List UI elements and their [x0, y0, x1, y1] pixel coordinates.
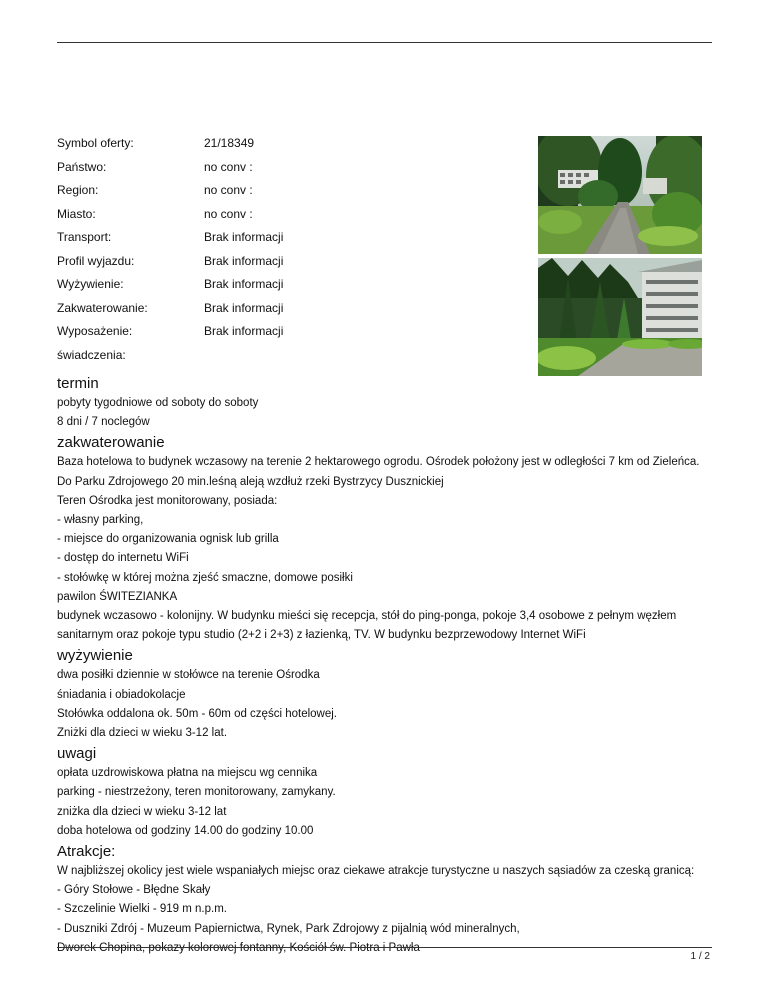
info-row-profile: [57, 250, 527, 274]
text-line: Baza hotelowa to budynek wczasowy na terenie 2 hektarowego ogrodu. Ośrodek położony jest w odległości 7 km od Zieleńca.: [57, 456, 700, 469]
info-row-services: [57, 344, 527, 368]
text-line: śniadania i obiadokolacje: [57, 688, 186, 701]
info-row-meals: [57, 273, 527, 297]
info-row-city: [57, 203, 527, 227]
text-line: Teren Ośrodka jest monitorowany, posiada:: [57, 494, 278, 507]
text-line: - dostęp do internetu WiFi: [57, 552, 189, 565]
section-wyzywienie: [57, 646, 712, 743]
info-row-equipment: [57, 320, 527, 344]
text-line: budynek wczasowo - kolonijny. W budynku mieści się recepcja, stół do ping-ponga, pokoje 3,4 osobowe z pełnym węzłem: [57, 610, 677, 623]
text-line: Dworek Chopina, pokazy kolorowej fontanny, Kościół św. Piotra i Pawła: [57, 941, 420, 954]
text-line: - Duszniki Zdrój - Muzeum Papiernictwa, Rynek, Park Zdrojowy z pijalnią wód mineralnych,: [57, 922, 520, 935]
info-value: 21/18349: [204, 136, 255, 150]
text-line: opłata uzdrowiskowa płatna na miejscu wg cennika: [57, 767, 318, 780]
photo-park-alley: [538, 136, 702, 254]
text-line: pawilon ŚWITEZIANKA: [57, 590, 178, 603]
info-row-transport: [57, 226, 527, 250]
info-value: Brak informacji: [204, 324, 284, 338]
info-value: no conv :: [204, 206, 253, 221]
content-sections: [57, 374, 712, 959]
info-value: Brak informacji: [204, 300, 284, 315]
section-title: Atrakcje:: [57, 843, 116, 861]
info-value: Brak informacji: [204, 253, 284, 268]
section-title: zakwaterowanie: [57, 434, 165, 452]
info-label: Wyżywienie:: [57, 277, 124, 291]
info-label: Symbol oferty:: [57, 136, 134, 150]
info-value: no conv :: [204, 183, 253, 197]
text-line: sanitarnym oraz pokoje typu studio (2+2 i 2+3) z łazienką, TV. W budynku bezprzewodowy Internet WiFi: [57, 629, 586, 642]
text-line: 8 dni / 7 noclegów: [57, 416, 150, 429]
info-label: Państwo:: [57, 159, 107, 174]
footer-rule: [57, 947, 712, 948]
info-label: Wyposażenie:: [57, 324, 133, 338]
section-atrakcje: [57, 842, 712, 958]
text-line: zniżka dla dzieci w wieku 3-12 lat: [57, 805, 227, 818]
text-line: W najbliższej okolicy jest wiele wspaniałych miejsc oraz ciekawe atrakcje turystyczne u naszych sąsiadów za czeską granicą:: [57, 865, 695, 878]
info-label: Profil wyjazdu:: [57, 253, 135, 268]
info-value: Brak informacji: [204, 230, 284, 244]
photo-hotel-building: [538, 258, 702, 376]
info-row-accommodation: [57, 297, 527, 321]
section-title: wyżywienie: [57, 647, 133, 665]
text-line: - Szczelinie Wielki - 919 m n.p.m.: [57, 903, 227, 916]
offer-info-table: [57, 132, 527, 367]
text-line: doba hotelowa od godziny 14.00 do godziny 10.00: [57, 824, 314, 837]
info-value: no conv :: [204, 159, 253, 174]
text-line: Zniżki dla dzieci w wieku 3-12 lat.: [57, 727, 228, 740]
text-line: pobyty tygodniowe od soboty do soboty: [57, 397, 259, 409]
section-title: termin: [57, 375, 99, 392]
info-value: Brak informacji: [204, 277, 284, 291]
section-termin: [57, 374, 712, 432]
info-label: świadczenia:: [57, 347, 126, 362]
header-rule: [57, 42, 712, 43]
text-line: Stołówka oddalona ok. 50m - 60m od części hotelowej.: [57, 707, 337, 720]
text-line: dwa posiłki dziennie w stołówce na terenie Ośrodka: [57, 669, 320, 682]
text-line: Do Parku Zdrojowego 20 min.leśną aleją wzdłuż rzeki Bystrzycy Dusznickiej: [57, 475, 444, 488]
text-line: - miejsce do organizowania ognisk lub grilla: [57, 533, 279, 546]
page-number: 1 / 2: [690, 951, 710, 962]
text-line: - stołówkę w której można zjeść smaczne, domowe posiłki: [57, 571, 353, 584]
info-label: Region:: [57, 183, 99, 197]
info-row-region: [57, 179, 527, 203]
info-row-country: [57, 156, 527, 180]
section-uwagi: [57, 744, 712, 841]
text-line: - własny parking,: [57, 514, 144, 527]
info-row-symbol: [57, 132, 527, 156]
info-label: Miasto:: [57, 206, 96, 221]
section-zakwaterowanie: [57, 433, 712, 645]
info-label: Zakwaterowanie:: [57, 300, 148, 315]
info-label: Transport:: [57, 230, 112, 244]
section-title: uwagi: [57, 745, 97, 763]
text-line: parking - niestrzeżony, teren monitorowany, zamykany.: [57, 786, 336, 799]
text-line: - Góry Stołowe - Błędne Skały: [57, 884, 211, 897]
